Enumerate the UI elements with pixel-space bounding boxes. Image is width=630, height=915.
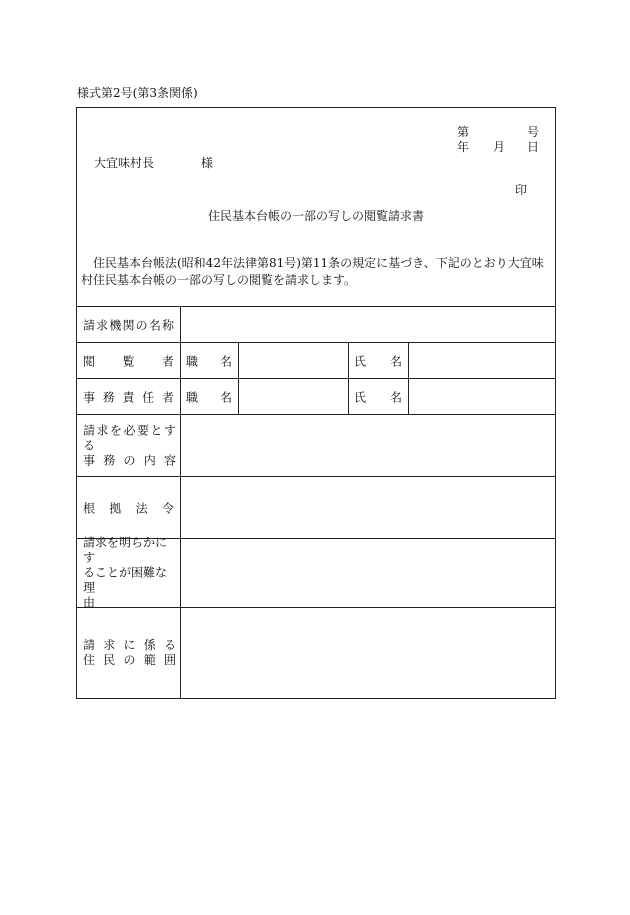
- label-purpose-line1: 請求を必要とする: [83, 423, 176, 452]
- field-difficulty-reason[interactable]: [181, 539, 555, 607]
- responsible-name-label: [349, 379, 409, 414]
- label-agency-name-text: 請求機関の名称: [83, 318, 174, 332]
- row-responsible: [77, 379, 555, 415]
- date-month: 月: [493, 140, 506, 154]
- label-legal-basis: [77, 477, 181, 538]
- label-responsible-text: 事務責任者: [83, 390, 174, 404]
- document-title: 住民基本台帳の一部の写しの閲覧請求書: [207, 209, 424, 223]
- row-agency-name: [77, 307, 555, 343]
- request-form: [76, 107, 556, 699]
- form-header: [77, 108, 555, 307]
- field-purpose[interactable]: [181, 415, 555, 476]
- field-viewer-position[interactable]: [239, 343, 349, 378]
- label-agency-name: [77, 307, 181, 342]
- date-year: 年: [457, 140, 470, 154]
- label-legal-basis-text: 根拠法令: [83, 501, 174, 515]
- label-purpose-line2: 事務の内容: [83, 453, 176, 467]
- label-resident-scope: [77, 608, 181, 698]
- label-viewer: [77, 343, 181, 378]
- viewer-position-text: 職名: [186, 354, 232, 368]
- field-agency-name[interactable]: [181, 307, 555, 342]
- field-responsible-name[interactable]: [409, 379, 555, 414]
- row-purpose: [77, 415, 555, 477]
- viewer-name-text: 氏名: [354, 354, 402, 368]
- label-difficulty-line3: 由: [83, 595, 96, 610]
- number-suffix: 号: [527, 125, 540, 139]
- field-viewer-name[interactable]: [409, 343, 555, 378]
- responsible-position-label: [181, 379, 239, 414]
- row-legal-basis: [77, 477, 555, 539]
- addressee: 大宜味村長: [94, 156, 155, 170]
- viewer-name-label: [349, 343, 409, 378]
- label-difficulty-line1: 請求を明らかにす: [83, 535, 168, 565]
- field-resident-scope[interactable]: [181, 608, 555, 698]
- field-legal-basis[interactable]: [181, 477, 555, 538]
- label-viewer-text: 閲覧者: [83, 354, 174, 368]
- request-statement: 住民基本台帳法(昭和42年法律第81号)第11条の規定に基づき、下記のとおり大宜味村住民基本台帳の一部の写しの閲覧を請求します。: [81, 256, 544, 287]
- field-responsible-position[interactable]: [239, 379, 349, 414]
- seal-mark: 印: [515, 183, 528, 197]
- row-difficulty-reason: [77, 535, 555, 610]
- responsible-name-text: 氏名: [354, 390, 402, 404]
- label-difficulty-line2: ることが困難な理: [83, 565, 168, 595]
- date-day: 日: [527, 140, 540, 154]
- label-responsible: [77, 379, 181, 414]
- viewer-position-label: [181, 343, 239, 378]
- responsible-position-text: 職名: [186, 390, 232, 404]
- label-difficulty-reason: [77, 535, 181, 610]
- label-scope-line2: 住民の範囲: [83, 653, 176, 667]
- number-prefix: 第: [457, 125, 470, 139]
- label-scope-line1: 請求に係る: [83, 638, 176, 652]
- row-resident-scope: [77, 608, 555, 698]
- row-viewer: [77, 343, 555, 379]
- label-purpose: [77, 415, 181, 476]
- form-number-label: 様式第2号(第3条関係): [77, 86, 198, 100]
- honorific: 様: [201, 156, 214, 170]
